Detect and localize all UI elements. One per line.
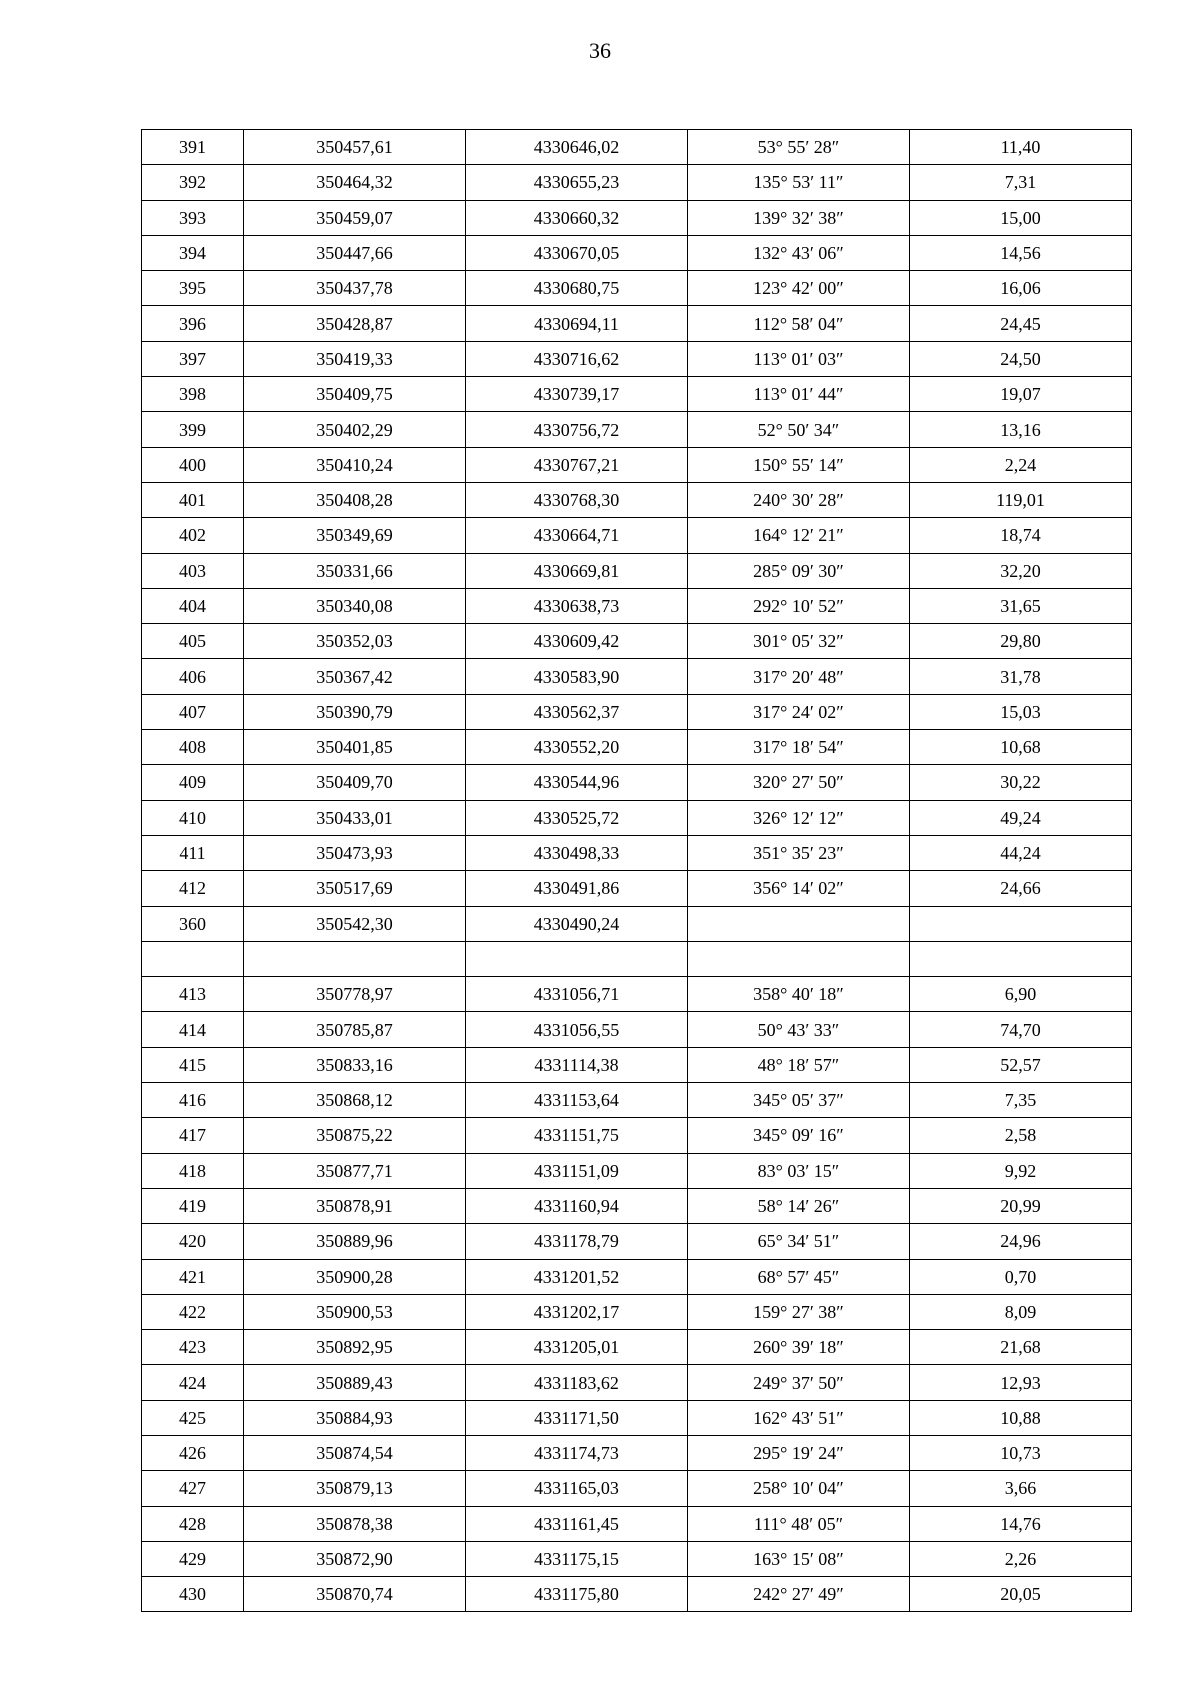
table-row (142, 377, 1132, 412)
x-coordinate-cell: 350352,03 (244, 624, 466, 659)
distance-cell: 15,03 (910, 694, 1132, 729)
distance-cell: 31,65 (910, 588, 1132, 623)
bearing-cell: 258° 10′ 04″ (688, 1471, 910, 1506)
distance-cell: 29,80 (910, 624, 1132, 659)
distance-cell: 74,70 (910, 1012, 1132, 1047)
x-coordinate-cell: 350877,71 (244, 1153, 466, 1188)
table-row (142, 1506, 1132, 1541)
x-coordinate-cell: 350409,75 (244, 377, 466, 412)
x-coordinate-cell: 350473,93 (244, 835, 466, 870)
table-row (142, 730, 1132, 765)
point-number-cell: 412 (142, 871, 244, 906)
x-coordinate-cell: 350457,61 (244, 130, 466, 165)
x-coordinate-cell: 350437,78 (244, 271, 466, 306)
x-coordinate-cell: 350409,70 (244, 765, 466, 800)
point-number-cell: 428 (142, 1506, 244, 1541)
table-row (142, 941, 1132, 976)
point-number-cell: 415 (142, 1047, 244, 1082)
x-coordinate-cell: 350833,16 (244, 1047, 466, 1082)
x-coordinate-cell: 350464,32 (244, 165, 466, 200)
bearing-cell: 113° 01′ 44″ (688, 377, 910, 412)
y-coordinate-cell: 4330694,11 (466, 306, 688, 341)
distance-cell: 0,70 (910, 1259, 1132, 1294)
x-coordinate-cell: 350870,74 (244, 1577, 466, 1612)
x-coordinate-cell: 350889,96 (244, 1224, 466, 1259)
bearing-cell: 285° 09′ 30″ (688, 553, 910, 588)
bearing-cell: 162° 43′ 51″ (688, 1400, 910, 1435)
bearing-cell: 317° 24′ 02″ (688, 694, 910, 729)
table-row (142, 271, 1132, 306)
bearing-cell: 249° 37′ 50″ (688, 1365, 910, 1400)
x-coordinate-cell: 350419,33 (244, 341, 466, 376)
x-coordinate-cell: 350401,85 (244, 730, 466, 765)
bearing-cell: 135° 53′ 11″ (688, 165, 910, 200)
table-row (142, 341, 1132, 376)
table-row (142, 1577, 1132, 1612)
bearing-cell: 164° 12′ 21″ (688, 518, 910, 553)
table-row (142, 1259, 1132, 1294)
y-coordinate-cell: 4330609,42 (466, 624, 688, 659)
x-coordinate-cell: 350785,87 (244, 1012, 466, 1047)
bearing-cell: 345° 09′ 16″ (688, 1118, 910, 1153)
page-number: 36 (589, 38, 611, 63)
table-row (142, 1047, 1132, 1082)
bearing-cell: 351° 35′ 23″ (688, 835, 910, 870)
bearing-cell: 112° 58′ 04″ (688, 306, 910, 341)
bearing-cell: 356° 14′ 02″ (688, 871, 910, 906)
table-row (142, 588, 1132, 623)
y-coordinate-cell: 4331175,80 (466, 1577, 688, 1612)
bearing-cell: 292° 10′ 52″ (688, 588, 910, 623)
y-coordinate-cell: 4330490,24 (466, 906, 688, 941)
table-row (142, 1083, 1132, 1118)
table-row (142, 1118, 1132, 1153)
x-coordinate-cell: 350331,66 (244, 553, 466, 588)
table-row (142, 235, 1132, 270)
x-coordinate-cell: 350408,28 (244, 482, 466, 517)
bearing-cell: 320° 27′ 50″ (688, 765, 910, 800)
y-coordinate-cell: 4330716,62 (466, 341, 688, 376)
point-number-cell: 400 (142, 447, 244, 482)
bearing-cell: 317° 18′ 54″ (688, 730, 910, 765)
table-row (142, 765, 1132, 800)
bearing-cell: 111° 48′ 05″ (688, 1506, 910, 1541)
y-coordinate-cell: 4331160,94 (466, 1188, 688, 1223)
y-coordinate-cell: 4331151,75 (466, 1118, 688, 1153)
distance-cell (910, 906, 1132, 941)
y-coordinate-cell: 4331153,64 (466, 1083, 688, 1118)
x-coordinate-cell: 350868,12 (244, 1083, 466, 1118)
distance-cell: 13,16 (910, 412, 1132, 447)
bearing-cell: 345° 05′ 37″ (688, 1083, 910, 1118)
bearing-cell: 68° 57′ 45″ (688, 1259, 910, 1294)
y-coordinate-cell: 4331161,45 (466, 1506, 688, 1541)
point-number-cell: 408 (142, 730, 244, 765)
y-coordinate-cell: 4331205,01 (466, 1330, 688, 1365)
distance-cell: 30,22 (910, 765, 1132, 800)
point-number-cell: 407 (142, 694, 244, 729)
point-number-cell: 413 (142, 977, 244, 1012)
y-coordinate-cell: 4330562,37 (466, 694, 688, 729)
point-number-cell: 391 (142, 130, 244, 165)
point-number-cell: 427 (142, 1471, 244, 1506)
table-row (142, 1294, 1132, 1329)
bearing-cell: 163° 15′ 08″ (688, 1541, 910, 1576)
distance-cell: 24,66 (910, 871, 1132, 906)
y-coordinate-cell: 4330525,72 (466, 800, 688, 835)
table-row (142, 1400, 1132, 1435)
bearing-cell: 48° 18′ 57″ (688, 1047, 910, 1082)
table-row (142, 165, 1132, 200)
x-coordinate-cell: 350872,90 (244, 1541, 466, 1576)
distance-cell: 31,78 (910, 659, 1132, 694)
table-row (142, 447, 1132, 482)
table-row (142, 659, 1132, 694)
bearing-cell: 242° 27′ 49″ (688, 1577, 910, 1612)
bearing-cell: 150° 55′ 14″ (688, 447, 910, 482)
y-coordinate-cell: 4331165,03 (466, 1471, 688, 1506)
point-number-cell: 395 (142, 271, 244, 306)
table-row (142, 200, 1132, 235)
table-body (142, 130, 1132, 1612)
table-row (142, 1188, 1132, 1223)
y-coordinate-cell: 4330680,75 (466, 271, 688, 306)
x-coordinate-cell: 350875,22 (244, 1118, 466, 1153)
point-number-cell: 360 (142, 906, 244, 941)
bearing-cell: 65° 34′ 51″ (688, 1224, 910, 1259)
table-row (142, 624, 1132, 659)
y-coordinate-cell: 4330544,96 (466, 765, 688, 800)
x-coordinate-cell: 350874,54 (244, 1435, 466, 1470)
point-number-cell: 414 (142, 1012, 244, 1047)
y-coordinate-cell: 4330552,20 (466, 730, 688, 765)
y-coordinate-cell: 4331175,15 (466, 1541, 688, 1576)
distance-cell: 44,24 (910, 835, 1132, 870)
distance-cell: 20,99 (910, 1188, 1132, 1223)
x-coordinate-cell: 350889,43 (244, 1365, 466, 1400)
bearing-cell: 113° 01′ 03″ (688, 341, 910, 376)
table-row (142, 1471, 1132, 1506)
table-row (142, 1224, 1132, 1259)
distance-cell: 52,57 (910, 1047, 1132, 1082)
point-number-cell: 411 (142, 835, 244, 870)
distance-cell: 24,45 (910, 306, 1132, 341)
x-coordinate-cell: 350900,53 (244, 1294, 466, 1329)
table-row (142, 1541, 1132, 1576)
distance-cell: 12,93 (910, 1365, 1132, 1400)
bearing-cell: 123° 42′ 00″ (688, 271, 910, 306)
point-number-cell: 404 (142, 588, 244, 623)
point-number-cell: 423 (142, 1330, 244, 1365)
distance-cell: 19,07 (910, 377, 1132, 412)
table-row (142, 518, 1132, 553)
table-row (142, 306, 1132, 341)
y-coordinate-cell: 4331151,09 (466, 1153, 688, 1188)
table-row (142, 1012, 1132, 1047)
distance-cell: 8,09 (910, 1294, 1132, 1329)
bearing-cell: 58° 14′ 26″ (688, 1188, 910, 1223)
bearing-cell: 52° 50′ 34″ (688, 412, 910, 447)
bearing-cell (688, 906, 910, 941)
point-number-cell: 392 (142, 165, 244, 200)
bearing-cell: 132° 43′ 06″ (688, 235, 910, 270)
bearing-cell: 139° 32′ 38″ (688, 200, 910, 235)
y-coordinate-cell: 4330664,71 (466, 518, 688, 553)
distance-cell: 49,24 (910, 800, 1132, 835)
table-row (142, 1435, 1132, 1470)
x-coordinate-cell: 350892,95 (244, 1330, 466, 1365)
x-coordinate-cell: 350447,66 (244, 235, 466, 270)
point-number-cell: 396 (142, 306, 244, 341)
table-row (142, 694, 1132, 729)
y-coordinate-cell: 4330646,02 (466, 130, 688, 165)
x-coordinate-cell (244, 941, 466, 976)
point-number-cell: 424 (142, 1365, 244, 1400)
x-coordinate-cell: 350542,30 (244, 906, 466, 941)
bearing-cell: 50° 43′ 33″ (688, 1012, 910, 1047)
distance-cell: 24,96 (910, 1224, 1132, 1259)
x-coordinate-cell: 350340,08 (244, 588, 466, 623)
distance-cell: 6,90 (910, 977, 1132, 1012)
bearing-cell: 326° 12′ 12″ (688, 800, 910, 835)
distance-cell: 2,26 (910, 1541, 1132, 1576)
point-number-cell: 425 (142, 1400, 244, 1435)
distance-cell: 14,56 (910, 235, 1132, 270)
y-coordinate-cell: 4331171,50 (466, 1400, 688, 1435)
table-row (142, 482, 1132, 517)
point-number-cell: 394 (142, 235, 244, 270)
table-row (142, 130, 1132, 165)
y-coordinate-cell: 4330669,81 (466, 553, 688, 588)
y-coordinate-cell: 4330768,30 (466, 482, 688, 517)
x-coordinate-cell: 350884,93 (244, 1400, 466, 1435)
distance-cell: 7,35 (910, 1083, 1132, 1118)
y-coordinate-cell: 4331202,17 (466, 1294, 688, 1329)
point-number-cell: 410 (142, 800, 244, 835)
y-coordinate-cell: 4331174,73 (466, 1435, 688, 1470)
x-coordinate-cell: 350900,28 (244, 1259, 466, 1294)
y-coordinate-cell: 4331183,62 (466, 1365, 688, 1400)
bearing-cell: 83° 03′ 15″ (688, 1153, 910, 1188)
distance-cell: 14,76 (910, 1506, 1132, 1541)
y-coordinate-cell: 4330491,86 (466, 871, 688, 906)
table-row (142, 1153, 1132, 1188)
point-number-cell: 417 (142, 1118, 244, 1153)
distance-cell: 16,06 (910, 271, 1132, 306)
distance-cell: 18,74 (910, 518, 1132, 553)
table-row (142, 1330, 1132, 1365)
point-number-cell: 401 (142, 482, 244, 517)
bearing-cell: 53° 55′ 28″ (688, 130, 910, 165)
y-coordinate-cell: 4331114,38 (466, 1047, 688, 1082)
y-coordinate-cell: 4330660,32 (466, 200, 688, 235)
table-row (142, 835, 1132, 870)
distance-cell: 32,20 (910, 553, 1132, 588)
bearing-cell: 159° 27′ 38″ (688, 1294, 910, 1329)
point-number-cell: 406 (142, 659, 244, 694)
x-coordinate-cell: 350879,13 (244, 1471, 466, 1506)
bearing-cell: 317° 20′ 48″ (688, 659, 910, 694)
x-coordinate-cell: 350778,97 (244, 977, 466, 1012)
y-coordinate-cell: 4330498,33 (466, 835, 688, 870)
table-row (142, 1365, 1132, 1400)
x-coordinate-cell: 350349,69 (244, 518, 466, 553)
distance-cell: 7,31 (910, 165, 1132, 200)
point-number-cell: 422 (142, 1294, 244, 1329)
y-coordinate-cell: 4330767,21 (466, 447, 688, 482)
y-coordinate-cell: 4330638,73 (466, 588, 688, 623)
x-coordinate-cell: 350878,91 (244, 1188, 466, 1223)
x-coordinate-cell: 350428,87 (244, 306, 466, 341)
y-coordinate-cell: 4330670,05 (466, 235, 688, 270)
x-coordinate-cell: 350433,01 (244, 800, 466, 835)
distance-cell: 15,00 (910, 200, 1132, 235)
distance-cell: 3,66 (910, 1471, 1132, 1506)
point-number-cell: 421 (142, 1259, 244, 1294)
bearing-cell (688, 941, 910, 976)
distance-cell: 10,68 (910, 730, 1132, 765)
x-coordinate-cell: 350459,07 (244, 200, 466, 235)
point-number-cell: 429 (142, 1541, 244, 1576)
bearing-cell: 295° 19′ 24″ (688, 1435, 910, 1470)
distance-cell: 2,24 (910, 447, 1132, 482)
distance-cell (910, 941, 1132, 976)
bearing-cell: 301° 05′ 32″ (688, 624, 910, 659)
bearing-cell: 358° 40′ 18″ (688, 977, 910, 1012)
x-coordinate-cell: 350410,24 (244, 447, 466, 482)
point-number-cell: 405 (142, 624, 244, 659)
table-row (142, 412, 1132, 447)
point-number-cell: 393 (142, 200, 244, 235)
y-coordinate-cell: 4330739,17 (466, 377, 688, 412)
x-coordinate-cell: 350402,29 (244, 412, 466, 447)
x-coordinate-cell: 350367,42 (244, 659, 466, 694)
y-coordinate-cell: 4331056,71 (466, 977, 688, 1012)
y-coordinate-cell: 4331201,52 (466, 1259, 688, 1294)
y-coordinate-cell (466, 941, 688, 976)
point-number-cell: 426 (142, 1435, 244, 1470)
y-coordinate-cell: 4331178,79 (466, 1224, 688, 1259)
distance-cell: 9,92 (910, 1153, 1132, 1188)
point-number-cell: 430 (142, 1577, 244, 1612)
y-coordinate-cell: 4330655,23 (466, 165, 688, 200)
point-number-cell: 403 (142, 553, 244, 588)
distance-cell: 10,88 (910, 1400, 1132, 1435)
point-number-cell: 397 (142, 341, 244, 376)
x-coordinate-cell: 350390,79 (244, 694, 466, 729)
y-coordinate-cell: 4331056,55 (466, 1012, 688, 1047)
point-number-cell: 416 (142, 1083, 244, 1118)
bearing-cell: 240° 30′ 28″ (688, 482, 910, 517)
distance-cell: 2,58 (910, 1118, 1132, 1153)
point-number-cell: 402 (142, 518, 244, 553)
point-number-cell: 420 (142, 1224, 244, 1259)
bearing-cell: 260° 39′ 18″ (688, 1330, 910, 1365)
distance-cell: 119,01 (910, 482, 1132, 517)
coordinates-table (141, 129, 1132, 1612)
point-number-cell: 399 (142, 412, 244, 447)
point-number-cell: 409 (142, 765, 244, 800)
x-coordinate-cell: 350517,69 (244, 871, 466, 906)
x-coordinate-cell: 350878,38 (244, 1506, 466, 1541)
table-row (142, 906, 1132, 941)
point-number-cell: 419 (142, 1188, 244, 1223)
table-row (142, 977, 1132, 1012)
distance-cell: 11,40 (910, 130, 1132, 165)
point-number-cell: 418 (142, 1153, 244, 1188)
point-number-cell (142, 941, 244, 976)
distance-cell: 24,50 (910, 341, 1132, 376)
distance-cell: 20,05 (910, 1577, 1132, 1612)
table-row (142, 800, 1132, 835)
y-coordinate-cell: 4330756,72 (466, 412, 688, 447)
table-row (142, 553, 1132, 588)
table-row (142, 871, 1132, 906)
distance-cell: 10,73 (910, 1435, 1132, 1470)
point-number-cell: 398 (142, 377, 244, 412)
y-coordinate-cell: 4330583,90 (466, 659, 688, 694)
distance-cell: 21,68 (910, 1330, 1132, 1365)
